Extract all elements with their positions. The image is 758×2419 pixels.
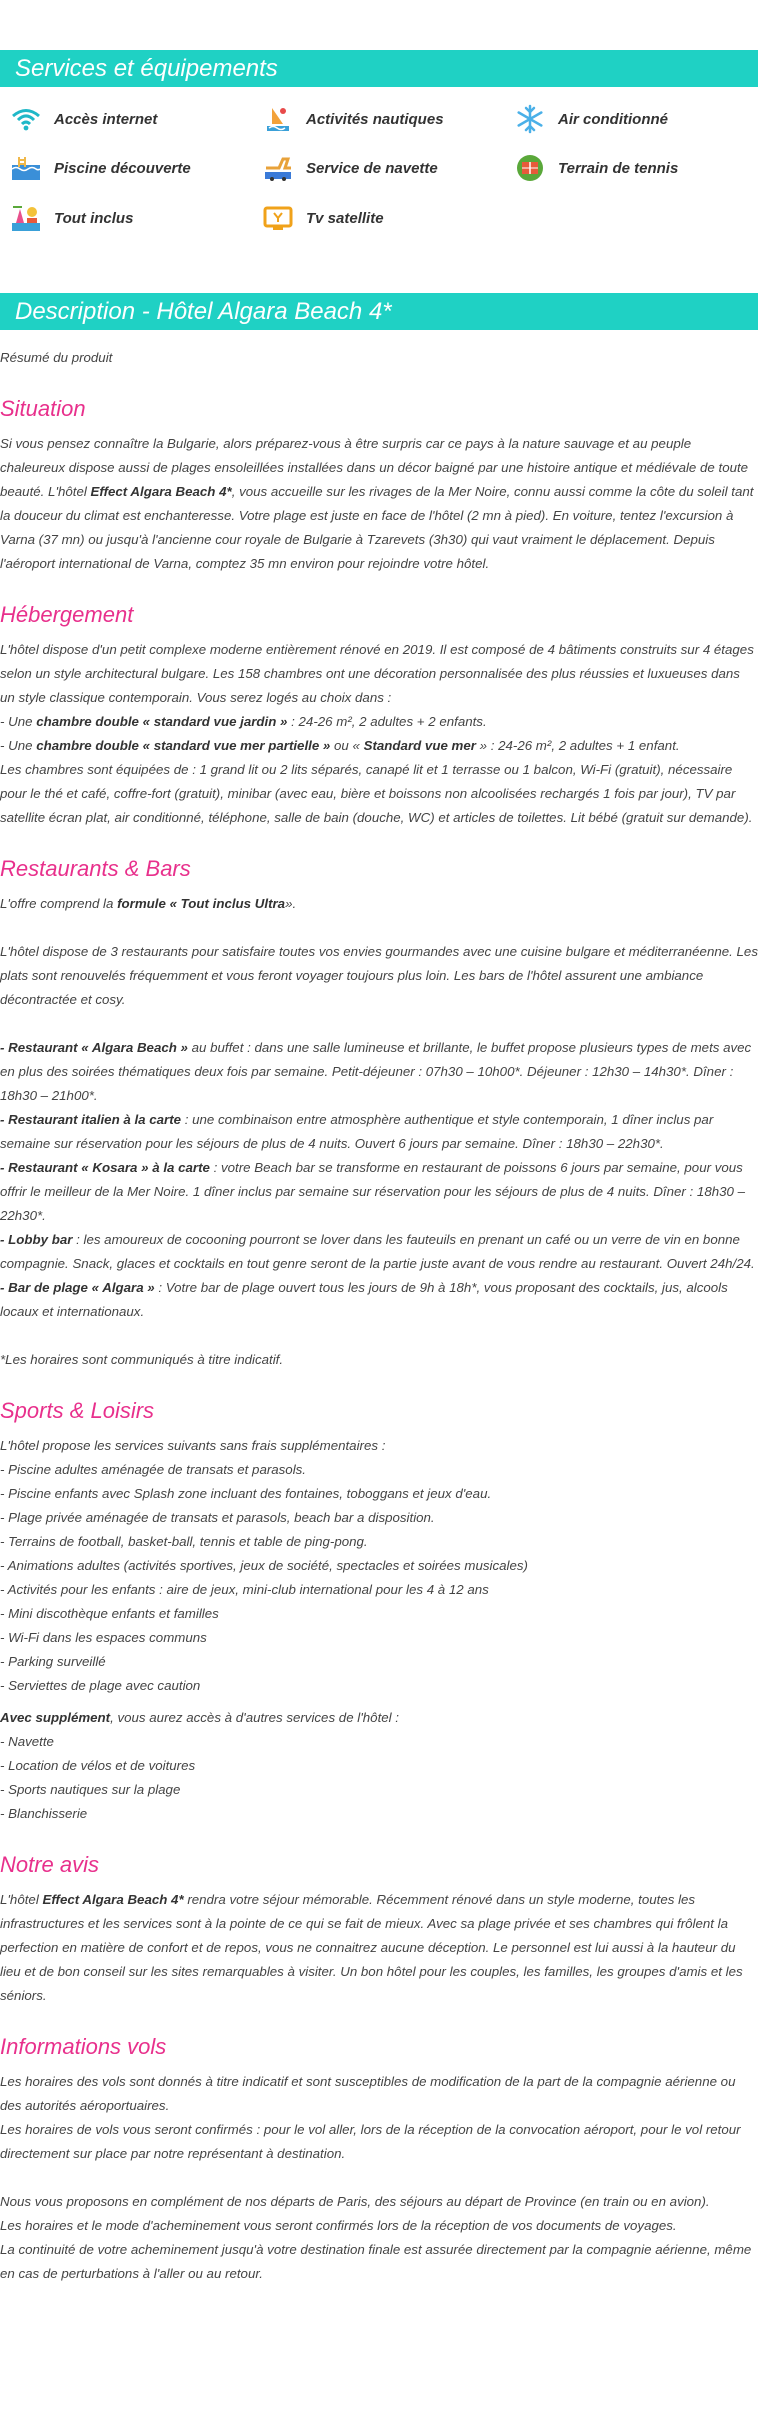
hours-note: *Les horaires sont communiqués à titre indicatif. xyxy=(0,1352,284,1367)
list-item: - Piscine adultes aménagée de transats et parasols. xyxy=(0,1462,307,1477)
wifi-icon xyxy=(10,104,42,134)
vols-text: Les horaires de vols vous seront confirmés : pour le vol aller, lors de la réception de la convocation aéroport, pour le vol retour directement sur place par notre représentant à destination. xyxy=(0,2122,741,2161)
service-label: Terrain de tennis xyxy=(558,159,679,177)
situation-text: Si vous pensez connaître la Bulgarie, alors préparez-vous à être surpris car ce pays à la nature sauvage et au peuple chaleureux dispose aussi de plages ensoleillées installées dans un décor baigné par une histoire antique et médiévale de toute beauté. L'hôtel Effect Algara Beach 4*, vous accueille sur les rivages de la Mer Noire, connu aussi comme la côte du soleil tant la douceur du climat est enchanteresse. Votre plage est juste en face de l'hôtel (2 mn à pied). En voiture, tentez l'excursion à Varna (37 mn) ou jusqu'à l'ancienne cour royale de Bulgarie à Tzarevets (3h30) qui vaut vraiment le déplacement. Depuis l'aéroport international de Varna, comptez 35 mn environ pour rejoindre votre hôtel. xyxy=(0,436,754,571)
section-heading-vols: Informations vols xyxy=(0,2034,167,2059)
section-heading-hebergement: Hébergement xyxy=(0,602,134,627)
tennis-icon xyxy=(514,153,546,183)
list-item: - Blanchisserie xyxy=(0,1806,88,1821)
description-title: Description - Hôtel Algara Beach 4* xyxy=(0,293,758,330)
vols-text: Les horaires des vols sont donnés à titre indicatif et sont susceptibles de modification de la part de la compagnie aérienne ou des autorités aéroportuaires. xyxy=(0,2074,736,2113)
list-item: - Piscine enfants avec Splash zone incluant des fontaines, toboggans et jeux d'eau. xyxy=(0,1486,492,1501)
description-body xyxy=(0,346,758,2286)
service-label: Air conditionné xyxy=(558,110,668,128)
service-water-sports xyxy=(262,104,444,134)
section-heading-sports: Sports & Loisirs xyxy=(0,1398,155,1423)
restaurants-text: L'hôtel dispose de 3 restaurants pour satisfaire toutes vos envies gourmandes avec une cuisine bulgare et méditerranéenne. Les plats sont renouvelés fréquemment et vous feront voyager toujours plus loin. Les bars de l'hôtel assurent une ambiance décontractée et cosy. xyxy=(0,944,758,1007)
list-item: - Mini discothèque enfants et familles xyxy=(0,1606,219,1621)
room-type-sea: - Une chambre double « standard vue mer partielle » ou « Standard vue mer » : 24-26 m², 2 adultes + 1 enfant. xyxy=(0,738,680,753)
list-item: - Serviettes de plage avec caution xyxy=(0,1678,201,1693)
list-item: - Sports nautiques sur la plage xyxy=(0,1782,181,1797)
avis-text: L'hôtel Effect Algara Beach 4* rendra votre séjour mémorable. Récemment rénové dans un style moderne, toutes les infrastructures et les services sont à la pointe de ce qui se fait de mieux. Avec sa plage privée et ses chambres qui frôlent la perfection en matière de confort et de repos, vous ne connaitrez aucune déception. Le personnel est lui aussi à la hauteur du lieu et de bon conseil sur les sites remarquables à visiter. Un bon hôtel pour les couples, les familles, les groupes d'amis et les séniors. xyxy=(0,1892,743,2003)
room-type-garden: - Une chambre double « standard vue jardin » : 24-26 m², 2 adultes + 2 enfants. xyxy=(0,714,487,729)
service-label: Accès internet xyxy=(54,110,158,128)
pool-icon xyxy=(10,153,42,183)
service-pool xyxy=(10,153,191,183)
vols-text: Nous vous proposons en complément de nos départs de Paris, des séjours au départ de Province (en train ou en avion). xyxy=(0,2194,710,2209)
snowflake-icon xyxy=(514,104,546,134)
list-item: - Terrains de football, basket-ball, tennis et table de ping-pong. xyxy=(0,1534,368,1549)
list-item: - Navette xyxy=(0,1734,54,1749)
hebergement-text: L'hôtel dispose d'un petit complexe moderne entièrement rénové en 2019. Il est composé de 4 bâtiments construits sur 4 étages selon un style architectural bulgare. Les 158 chambres ont une décoration personnalisée des plus réussies et luxueuses dans un style classique contemporain. Vous serez logés au choix dans : xyxy=(0,642,754,705)
supplement-intro: Avec supplément, vous aurez accès à d'autres services de l'hôtel : xyxy=(0,1710,399,1725)
service-internet xyxy=(10,104,157,134)
vols-text: Les horaires et le mode d'acheminement vous seront confirmés lors de la réception de vos documents de voyages. xyxy=(0,2218,677,2233)
service-label: Tv satellite xyxy=(306,209,384,227)
service-air-conditioning xyxy=(514,104,668,134)
restaurant-offer: L'offre comprend la formule « Tout inclus Ultra». xyxy=(0,896,297,911)
summary-label: Résumé du produit xyxy=(0,350,113,365)
shuttle-icon xyxy=(262,153,294,183)
section-heading-avis: Notre avis xyxy=(0,1852,100,1877)
restaurant-item: - Restaurant « Algara Beach » au buffet : dans une salle lumineuse et brillante, le buffet propose plusieurs types de mets avec en plus des soirées thématiques deux fois par semaine. Petit-déjeuner : 07h30 – 10h00*. Déjeuner : 12h30 – 14h30*. Dîner : 18h30 – 21h00*. xyxy=(0,1040,752,1103)
sports-intro: L'hôtel propose les services suivants sans frais supplémentaires : xyxy=(0,1438,386,1453)
list-item: - Plage privée aménagée de transats et parasols, beach bar a disposition. xyxy=(0,1510,435,1525)
restaurant-item: - Restaurant italien à la carte : une combinaison entre atmosphère authentique et style contemporain, 1 dîner inclus par semaine sur réservation pour les séjours de plus de 4 nuits. Ouvert 6 jours par semaine. Dîner : 18h30 – 22h30*. xyxy=(0,1112,714,1151)
section-heading-situation: Situation xyxy=(0,396,86,421)
restaurant-item: - Lobby bar : les amoureux de cocooning pourront se lover dans les fauteuils en prenant un café ou un verre de vin en bonne compagnie. Snack, glaces et cocktails en tout genre seront de la partie juste avant de vous rendre au restaurant. Ouvert 24h/24. xyxy=(0,1232,755,1271)
restaurant-item: - Bar de plage « Algara » : Votre bar de plage ouvert tous les jours de 9h à 18h*, vous proposant des cocktails, jus, alcools locaux et internationaux. xyxy=(0,1280,728,1319)
list-item: - Wi-Fi dans les espaces communs xyxy=(0,1630,207,1645)
service-shuttle xyxy=(262,153,438,183)
list-item: - Animations adultes (activités sportives, jeux de société, spectacles et soirées musicales) xyxy=(0,1558,528,1573)
service-label: Piscine découverte xyxy=(54,159,191,177)
service-label: Service de navette xyxy=(306,159,438,177)
services-title: Services et équipements xyxy=(0,50,758,87)
service-tennis xyxy=(514,153,678,183)
service-label: Activités nautiques xyxy=(306,110,444,128)
list-item: - Parking surveillé xyxy=(0,1654,106,1669)
section-heading-restaurants: Restaurants & Bars xyxy=(0,856,191,881)
list-item: - Activités pour les enfants : aire de jeux, mini-club international pour les 4 à 12 ans xyxy=(0,1582,489,1597)
tv-icon xyxy=(262,203,294,233)
water-sports-icon xyxy=(262,104,294,134)
service-label: Tout inclus xyxy=(54,209,134,227)
vols-text: La continuité de votre acheminement jusqu'à votre destination finale est assurée directement par la compagnie aérienne, même en cas de perturbations à l'aller ou au retour. xyxy=(0,2242,752,2281)
restaurant-item: - Restaurant « Kosara » à la carte : votre Beach bar se transforme en restaurant de poissons 6 jours par semaine, pour vous offrir le meilleur de la Mer Noire. 1 dîner inclus par semaine sur réservation pour les séjours de plus de 4 nuits. Dîner : 18h30 – 22h30*. xyxy=(0,1160,745,1223)
service-tv xyxy=(262,203,384,233)
all-inclusive-icon xyxy=(10,203,42,233)
room-equipment: Les chambres sont équipées de : 1 grand lit ou 2 lits séparés, canapé lit et 1 terrasse ou 1 balcon, Wi-Fi (gratuit), nécessaire pour le thé et café, coffre-fort (gratuit), minibar (avec eau, bière et boissons non alcoolisées rechargés 1 fois par jour), TV par satellite écran plat, air conditionné, téléphone, salle de bain (douche, WC) et articles de toilettes. Lit bébé (gratuit sur demande). xyxy=(0,762,753,825)
list-item: - Location de vélos et de voitures xyxy=(0,1758,196,1773)
service-all-inclusive xyxy=(10,203,133,233)
